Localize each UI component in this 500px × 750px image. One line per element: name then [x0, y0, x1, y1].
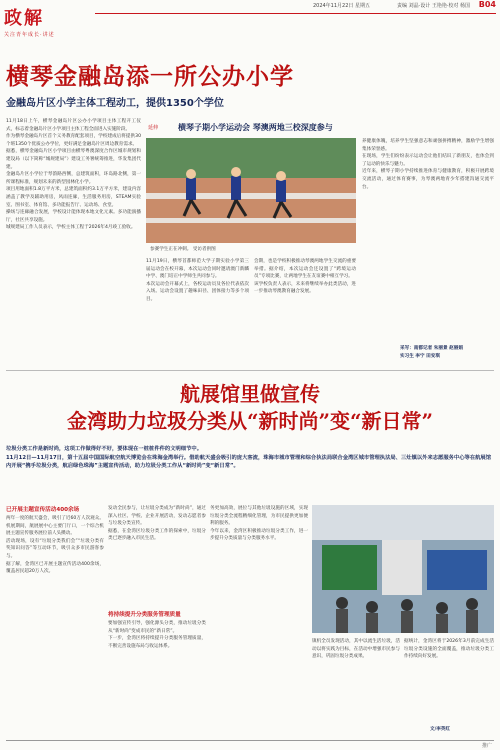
story1-title: 横琴金融岛添一所公办小学 [6, 63, 294, 90]
story2-crosshead-2: 将持续提升分类服务管理质量 [108, 612, 181, 618]
dateline: 2024年11月22日 星期五 [312, 3, 370, 9]
story1-column-4: 养健康体魄，培养学生坚强意志和顽强拼搏精神，激励学生增强集体荣誉感。 在现场，学生们纷纷表示运动会让他们结识了新朋友，也体会到了运动的快乐与魅力。 近年来，横琴子期小学持续推进体育与健康教育，积极开展跨境交流活动，通过体育赛事，为琴澳两地青少年搭建沟通交流平台。 [362, 139, 494, 190]
story1-byline: 采写：南都记者 朱丽景 赵丽娟 实习生 李宁 田安琪 [400, 346, 463, 359]
story1-subtitle: 金融岛片区小学主体工程动工，提供1350个学位 [6, 98, 224, 109]
story1-column-3: 会期，也是学校积极推动琴澳两地学生交流的重要举措。据介绍，本次运动会还设置了“跨境运动员”专项比赛，让两地学生在友谊赛中相互学习。 该学校负责人表示，未来将继续举办此类活动，进一步推动琴澳教育融合发展。 [254, 259, 356, 295]
story2-column-3: 务更加高效，展位与其他垃圾设施的区域，实现垃圾分类全流程精细化管理，为市民提供更加便利的服务。 今年以来，金湾区积极推动垃圾分类工作，进一步提升分类质量与分类服务水平。 [210, 506, 308, 542]
sidebar-title: 横琴子期小学运动会 琴澳两地三校深度参与 [178, 123, 333, 132]
story2-crosshead-1: 已开展主题宣传活动400余场 [6, 507, 80, 513]
paper-name: 政解 [4, 8, 44, 29]
page-number: B04 [478, 0, 496, 9]
story2-lead: 垃圾分类工作是新时尚，这项工作做得好不好，要体现在一桩桩件件的文明细节中。 11月12日—11月17日，第十五届中国国际航空航天博览会在珠海金湾举行。借助航天盛会吸引的庞大客流，珠海市城市管理和综合执法局联合金湾区城市管理执法局、三灶镇以外来志愿服务中心等在航展馆内开展“携手垃圾分类，航启绿色珠海”主题宣传活动，助力垃圾分类工作从“新时尚”变“新日常”。 [6, 446, 492, 469]
exhibition-photo [312, 505, 494, 633]
editor-line: 责编 刘晶·设计 王艳艳·校对 杨国 [397, 3, 470, 9]
footer-tag: 推广 [481, 743, 492, 749]
sidebar-eyebrow: 延伸 [148, 125, 159, 131]
story2-column-2: 发动全民参与，让垃圾分类成为“新时尚”，通过深入社区、学校、企业开展活动，发动志愿者参与垃圾分类宣传。 据悉，在金湾区垃圾分类工作的探索中，垃圾分类已逐步融入市民生活。 [108, 506, 206, 542]
story2-title-line2: 金湾助力垃圾分类从“新时尚”变“新日常” [66, 409, 433, 433]
story2-column-5: 据统计，金湾区将于2026年3月前完成生活垃圾分类设施的全面覆盖，推动垃圾分类工作持续向好发展。 [404, 639, 494, 660]
story2-title-line1: 航展馆里做宣传 [180, 382, 320, 406]
page-header [0, 0, 500, 36]
story2-column-1: 两年一度的航天盛会，吸引了近60万人次观众。机展期间，航展展中心主要门厅口，一个综合机展主题宣传服务展位前人头攒动。 活动现场，设有“垃圾分类我们会”“垃圾分类有奖知识问答”等互动环节，吸引众多市民游客参与。 据了解，金湾区已开展主题宣传活动400余场，覆盖居民超20万人次。 [6, 516, 104, 575]
story2-byline: 文/李英红 [430, 727, 451, 732]
story1-column-1: 11月18日上午，横琴金融岛片区公办小学项目主体工程开工仪式，标志着金融岛片区小学项目主体工程全面进入实施阶段。 作为横琴金融岛片区首个义务教育配套项目，学校建成后将提供30个班1350个优质公办学位，更好满足金融岛片区周边教育需求。 据悉，横琴金融岛片区小学项目由横琴粤澳深度合作区城市规划和建设局（以下简称“城规建局”）建设工务署统筹推进，华发集团代建。 金融岛片区小学位于琴韵路西侧，总建筑面积，环岛路北侧，第一所课程标准，规划未来的新型园林化小学。 项目用地面积1.8万平方米，总建筑面积约3.1万平方米，建设内容涵盖了教学及辅助用房，风雨连廊，生活服务用房，STEAM实验室、图书室、体育馆、多功能报告厅、运动场、食堂。 操场与连廊融合发展，学校设计能体现本地文化元素。多功能演播厅，社区共享设施。 城规建局工作人员表示，学校主体工程于2026年4月竣工验收。 [6, 119, 141, 231]
story1-column-2: 11月19日，横琴首都师范大学子期实验小学第三届运动会在校开幕，本次运动会同时邀请澳门新麟中学、澳门培正中学师生共同参与。 本次运动会开幕式上，各校运动员及各位代表依次入场。运动会设置了趣味田径、团体接力等多个项目。 [146, 259, 249, 302]
photo-caption: 参赛学生正在冲刺。 受访者供图 [150, 247, 216, 252]
section-divider [6, 370, 494, 371]
bottom-rule [6, 740, 494, 741]
story2-column-4: 镇机全员发现活动，其中以流生活垃圾，活动以将实践为目标，在活动中增强市民参与意识，巩固垃圾分类成果。 [312, 639, 400, 660]
story2-column-2b: 要加强宣传引导，强化源头分类，推动垃圾分类从“新时尚”变成市民的“新日常”。 下一步，金湾区将持续提升分类服务管理质量，不断完善设施布局与收运体系。 [108, 621, 206, 649]
paper-subtitle: 关注青年成长·讲述 [4, 32, 55, 38]
masthead [4, 4, 90, 38]
sports-photo [146, 138, 356, 243]
